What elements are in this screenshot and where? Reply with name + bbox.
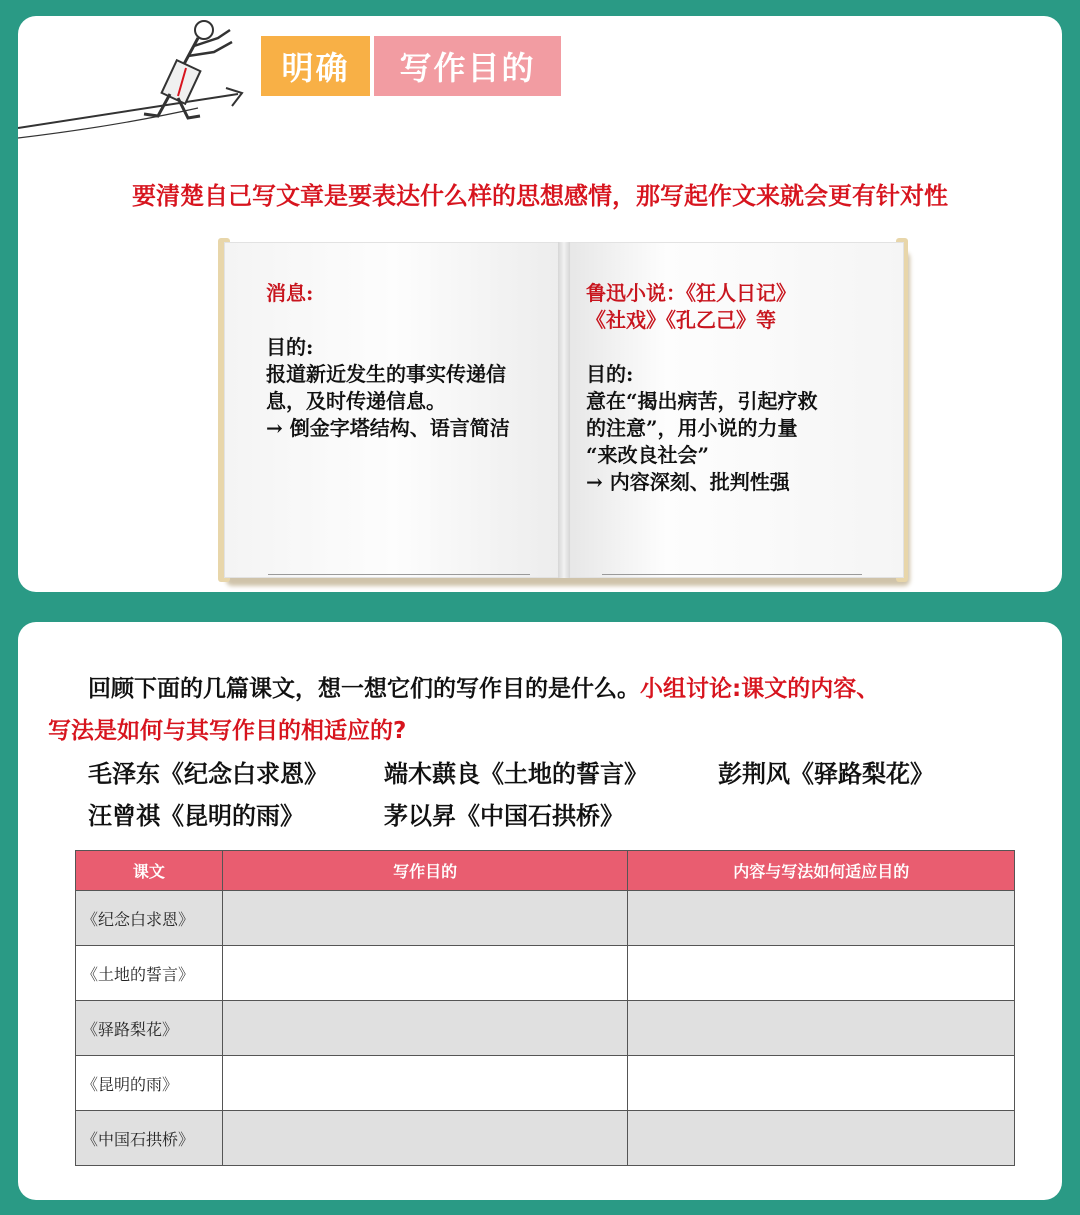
purpose-cell[interactable]	[222, 1111, 628, 1166]
text-cell: 《驿路梨花》	[76, 1001, 223, 1056]
work-item: 汪曾祺《昆明的雨》	[88, 801, 304, 830]
text-cell: 《昆明的雨》	[76, 1056, 223, 1111]
discussion-prompt: 小组讨论:课文的内容、	[640, 676, 880, 702]
adaptation-cell[interactable]	[628, 946, 1015, 1001]
table-row	[76, 891, 1015, 946]
purpose-cell[interactable]	[222, 946, 628, 1001]
text-cell: 《中国石拱桥》	[76, 1111, 223, 1166]
question-line-1	[88, 670, 879, 703]
left-page-title: 消息:	[266, 281, 314, 305]
purpose-cell[interactable]	[222, 1001, 628, 1056]
right-page-content	[586, 280, 818, 496]
left-line: 报道新近发生的事实传递信	[266, 362, 506, 386]
column-header-purpose: 写作目的	[222, 851, 628, 891]
intro-statement: 要清楚自己写文章是要表达什么样的思想感情，那写起作文来就会更有针对性	[132, 182, 948, 210]
right-line: 意在“揭出病苦，引起疗救	[586, 389, 818, 413]
climber-pushing-arrow-icon	[18, 16, 258, 166]
book-spine	[558, 242, 570, 578]
right-page-title: 《社戏》《孔乙己》等	[586, 308, 776, 332]
table-row	[76, 1111, 1015, 1166]
purpose-cell[interactable]	[222, 891, 628, 946]
adaptation-cell[interactable]	[628, 891, 1015, 946]
table-header-row	[76, 851, 1015, 891]
header-tag-writing-purpose: 写作目的	[374, 36, 561, 96]
work-item: 端木蕻良《土地的誓言》	[384, 759, 648, 788]
right-line: 的注意”，用小说的力量	[586, 416, 798, 440]
left-line: 息，及时传递信息。	[266, 389, 446, 413]
adaptation-cell[interactable]	[628, 1001, 1015, 1056]
right-line: “来改良社会”	[586, 443, 710, 467]
table-row	[76, 1001, 1015, 1056]
adaptation-cell[interactable]	[628, 1056, 1015, 1111]
work-item: 毛泽东《纪念白求恩》	[88, 759, 328, 788]
question-text: 回顾下面的几篇课文，想一想它们的写作目的是什么。	[88, 676, 640, 702]
text-cell: 《土地的誓言》	[76, 946, 223, 1001]
question-line-2: 写法是如何与其写作目的相适应的?	[48, 718, 407, 744]
header-tag-clarify: 明确	[261, 36, 370, 96]
left-line: → 倒金字塔结构、语言简洁	[266, 416, 510, 440]
work-item: 茅以昇《中国石拱桥》	[384, 801, 624, 830]
right-purpose-label: 目的:	[586, 362, 634, 386]
left-page-content	[266, 280, 510, 442]
adaptation-cell[interactable]	[628, 1111, 1015, 1166]
left-page-rule	[268, 574, 530, 575]
work-item: 彭荆风《驿路梨花》	[718, 759, 934, 788]
right-line: → 内容深刻、批判性强	[586, 470, 790, 494]
open-book	[218, 238, 908, 582]
right-page-rule	[602, 574, 862, 575]
table-row	[76, 946, 1015, 1001]
discussion-card	[18, 622, 1062, 1200]
right-page-title: 鲁迅小说：《狂人日记》	[586, 281, 796, 305]
column-header-text: 课文	[76, 851, 223, 891]
text-cell: 《纪念白求恩》	[76, 891, 223, 946]
intro-card	[18, 16, 1062, 592]
discussion-table	[75, 850, 1015, 1166]
purpose-cell[interactable]	[222, 1056, 628, 1111]
column-header-adaptation: 内容与写法如何适应目的	[628, 851, 1015, 891]
left-purpose-label: 目的:	[266, 335, 314, 359]
table-row	[76, 1056, 1015, 1111]
